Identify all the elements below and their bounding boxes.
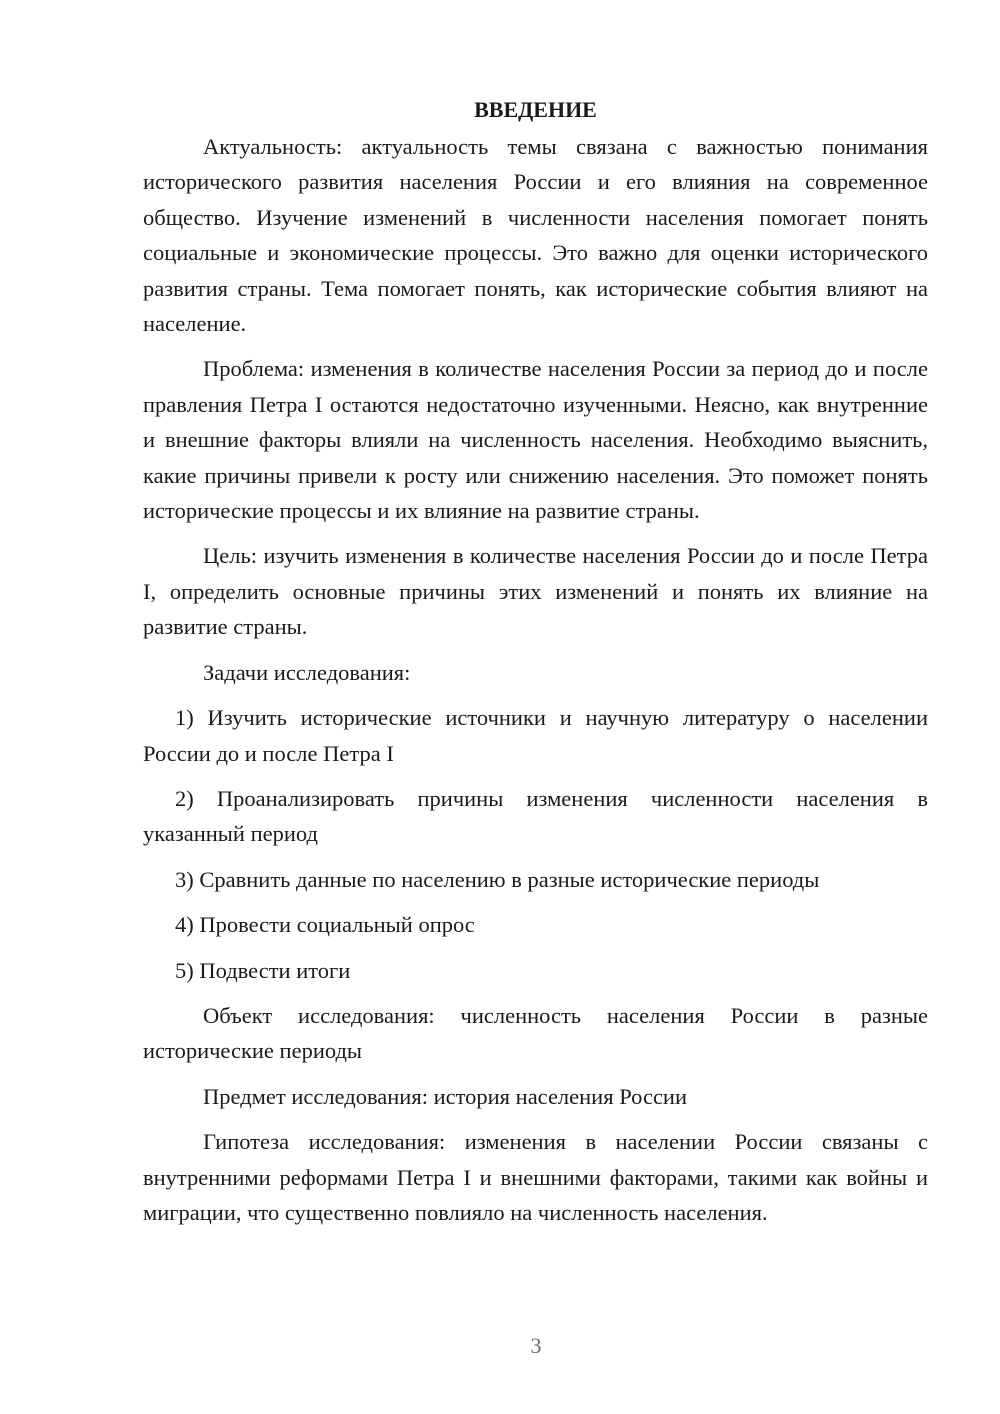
task-item-5: 5) Подвести итоги (175, 957, 351, 983)
page-number: 3 (530, 1333, 542, 1358)
subject-paragraph: Предмет исследования: история населения России (203, 1083, 688, 1109)
section-title: ВВЕДЕНИЕ (474, 97, 597, 122)
problem-paragraph: Проблема: изменения в количестве населения России за период до и после правления Петра I остаются недостаточно изученными. Неясно, как внутренние и внешние факторы влияли на численность населения. Необходимо выяснить, какие причины привели к росту или снижению населения. Это поможет понять исторические процессы и их влияние на развитие страны. (143, 356, 928, 524)
object-paragraph: Объект исследования: численность населения России в разные исторические периоды (143, 1002, 928, 1064)
task-item-2: 2) Проанализировать причины изменения численности населения в указанный период (143, 785, 928, 847)
task-item-3: 3) Сравнить данные по населению в разные исторические периоды (175, 866, 820, 892)
relevance-paragraph: Актуальность: актуальность темы связана с важностью понимания исторического развития населения России и его влияния на современное общество. Изучение изменений в численности населения помогает понять социальные и экономические процессы. Это важно для оценки исторического развития страны. Тема помогает понять, как исторические события влияют на население. (143, 134, 928, 337)
task-item-1: 1) Изучить исторические источники и научную литературу о населении России до и после Петра I (143, 705, 928, 766)
tasks-heading: Задачи исследования: (203, 659, 411, 685)
task-item-4: 4) Провести социальный опрос (175, 912, 475, 938)
document-page (143, 92, 928, 1240)
hypothesis-paragraph: Гипотеза исследования: изменения в населении России связаны с внутренними реформами Петра I и внешними факторами, такими как войны и миграции, что существенно повлияло на численность населения. (143, 1129, 928, 1225)
goal-paragraph: Цель: изучить изменения в количестве населения России до и после Петра I, определить основные причины этих изменений и понять их влияние на развитие страны. (143, 543, 928, 640)
tasks-list (143, 700, 928, 988)
